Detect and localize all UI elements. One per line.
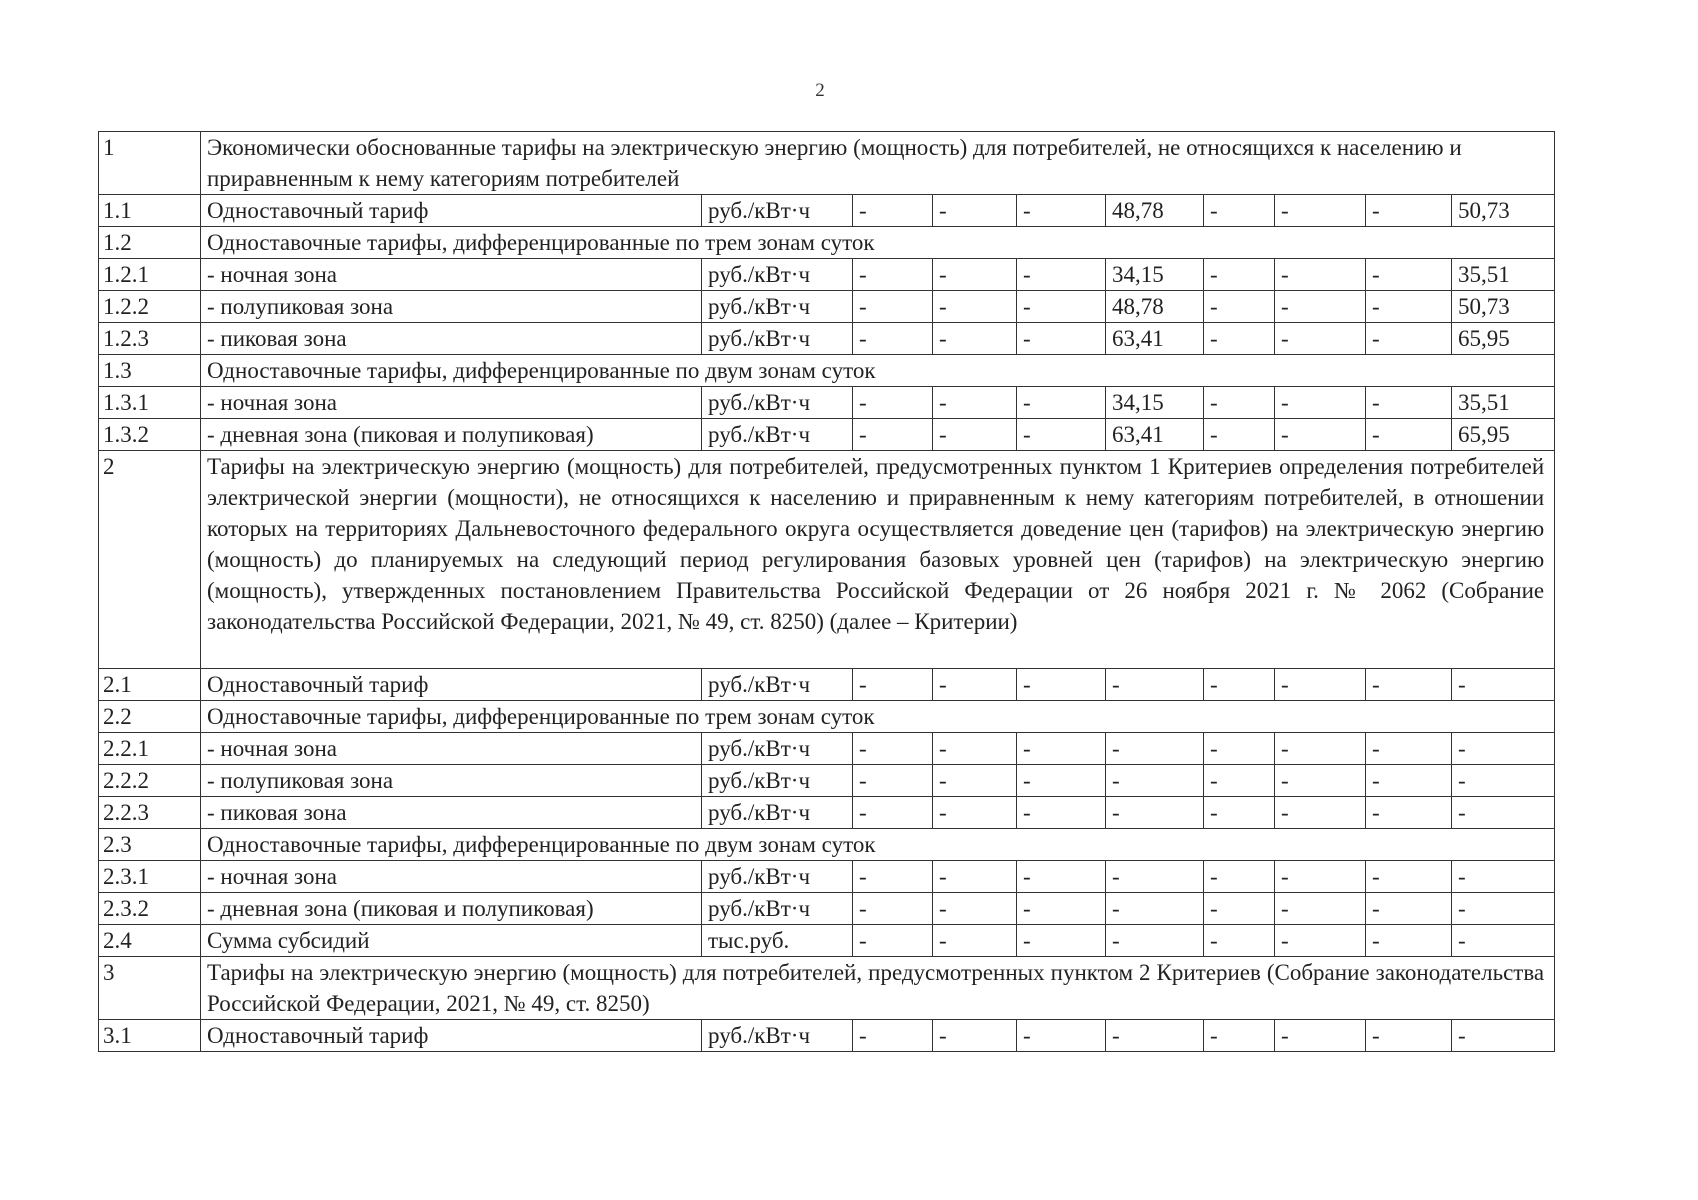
row-unit: руб./кВт·ч [702, 291, 853, 323]
value-cell: - [1106, 797, 1204, 829]
row-code: 2.4 [99, 925, 201, 957]
value-cell: - [1017, 419, 1106, 451]
row-heading: Одноставочные тарифы, дифференцированные по двум зонам суток [201, 355, 1555, 387]
value-cell: 35,51 [1452, 259, 1555, 291]
table-row [99, 797, 1555, 829]
table-row [99, 387, 1555, 419]
value-cell: - [1366, 419, 1452, 451]
value-cell: - [933, 387, 1017, 419]
value-cell: - [853, 861, 933, 893]
value-cell: 63,41 [1106, 419, 1204, 451]
row-unit: руб./кВт·ч [702, 419, 853, 451]
row-code: 2.1 [99, 669, 201, 701]
value-cell: - [1204, 291, 1275, 323]
row-heading: Одноставочные тарифы, дифференцированные по двум зонам суток [201, 829, 1555, 861]
row-code: 1.3.1 [99, 387, 201, 419]
row-name: Сумма субсидий [201, 925, 702, 957]
value-cell: - [1204, 733, 1275, 765]
row-unit: руб./кВт·ч [702, 669, 853, 701]
value-cell: 50,73 [1452, 291, 1555, 323]
value-cell: - [1452, 733, 1555, 765]
value-cell: - [1204, 925, 1275, 957]
value-cell: - [1106, 893, 1204, 925]
page-number: 2 [815, 80, 825, 101]
value-cell: - [1275, 925, 1366, 957]
value-cell: - [1275, 387, 1366, 419]
row-unit: тыс.руб. [702, 925, 853, 957]
value-cell: - [1204, 893, 1275, 925]
row-code: 2.2 [99, 701, 201, 733]
value-cell: - [853, 1020, 933, 1052]
table-row [99, 733, 1555, 765]
row-code: 1.2.1 [99, 259, 201, 291]
row-code: 2 [99, 451, 201, 669]
row-name: - дневная зона (пиковая и полупиковая) [201, 419, 702, 451]
value-cell: - [1017, 765, 1106, 797]
row-name: - дневная зона (пиковая и полупиковая) [201, 893, 702, 925]
row-name: - ночная зона [201, 861, 702, 893]
value-cell: - [933, 323, 1017, 355]
value-cell: - [933, 893, 1017, 925]
value-cell: 35,51 [1452, 387, 1555, 419]
section-row [99, 957, 1555, 1020]
value-cell: - [933, 259, 1017, 291]
value-cell: - [1366, 925, 1452, 957]
value-cell: - [1204, 765, 1275, 797]
value-cell: - [1275, 861, 1366, 893]
row-code: 3.1 [99, 1020, 201, 1052]
value-cell: - [853, 291, 933, 323]
section-row [99, 132, 1555, 195]
value-cell: - [1275, 291, 1366, 323]
row-name: - ночная зона [201, 259, 702, 291]
row-code: 1.3.2 [99, 419, 201, 451]
value-cell: - [1366, 861, 1452, 893]
value-cell: - [1017, 259, 1106, 291]
value-cell: - [1106, 669, 1204, 701]
value-cell: - [1275, 765, 1366, 797]
table-row [99, 291, 1555, 323]
table-row [99, 323, 1555, 355]
table-row [99, 925, 1555, 957]
row-unit: руб./кВт·ч [702, 387, 853, 419]
row-name: - пиковая зона [201, 797, 702, 829]
section-title: Экономически обоснованные тарифы на электрическую энергию (мощность) для потребителей, не относящихся к населению и приравненным к нему категориям потребителей [201, 132, 1555, 195]
subheading-row [99, 355, 1555, 387]
value-cell: - [1017, 669, 1106, 701]
value-cell: - [933, 733, 1017, 765]
value-cell: - [1275, 893, 1366, 925]
value-cell: - [1366, 291, 1452, 323]
value-cell: 63,41 [1106, 323, 1204, 355]
value-cell: - [933, 765, 1017, 797]
value-cell: - [933, 195, 1017, 227]
row-code: 1 [99, 132, 201, 195]
value-cell: - [853, 797, 933, 829]
value-cell: - [1452, 925, 1555, 957]
row-code: 1.2 [99, 227, 201, 259]
value-cell: - [1204, 419, 1275, 451]
row-heading: Одноставочные тарифы, дифференцированные по трем зонам суток [201, 227, 1555, 259]
value-cell: - [1366, 893, 1452, 925]
value-cell: - [1275, 259, 1366, 291]
value-cell: - [933, 925, 1017, 957]
value-cell: - [1017, 861, 1106, 893]
value-cell: - [1106, 765, 1204, 797]
value-cell: - [1017, 797, 1106, 829]
row-unit: руб./кВт·ч [702, 861, 853, 893]
row-code: 2.2.1 [99, 733, 201, 765]
row-unit: руб./кВт·ч [702, 1020, 853, 1052]
row-name: Одноставочный тариф [201, 669, 702, 701]
value-cell: - [1017, 893, 1106, 925]
value-cell: - [933, 669, 1017, 701]
row-code: 1.2.2 [99, 291, 201, 323]
value-cell: - [1106, 1020, 1204, 1052]
value-cell: 34,15 [1106, 259, 1204, 291]
value-cell: - [1275, 1020, 1366, 1052]
row-code: 2.3.1 [99, 861, 201, 893]
value-cell: - [1106, 733, 1204, 765]
value-cell: - [853, 419, 933, 451]
value-cell: 65,95 [1452, 323, 1555, 355]
value-cell: - [1017, 195, 1106, 227]
value-cell: - [933, 1020, 1017, 1052]
value-cell: - [1275, 797, 1366, 829]
value-cell: - [1017, 733, 1106, 765]
subheading-row [99, 227, 1555, 259]
value-cell: - [1204, 387, 1275, 419]
row-code: 2.2.3 [99, 797, 201, 829]
value-cell: - [933, 797, 1017, 829]
value-cell: - [1017, 387, 1106, 419]
value-cell: - [1366, 259, 1452, 291]
row-unit: руб./кВт·ч [702, 797, 853, 829]
value-cell: - [853, 765, 933, 797]
row-name: - ночная зона [201, 387, 702, 419]
row-code: 2.3.2 [99, 893, 201, 925]
value-cell: - [1452, 797, 1555, 829]
section-row [99, 451, 1555, 669]
row-name: Одноставочный тариф [201, 195, 702, 227]
value-cell: - [853, 323, 933, 355]
value-cell: - [1017, 291, 1106, 323]
row-unit: руб./кВт·ч [702, 733, 853, 765]
value-cell: - [1366, 669, 1452, 701]
row-code: 1.2.3 [99, 323, 201, 355]
table-row [99, 669, 1555, 701]
value-cell: - [1204, 323, 1275, 355]
value-cell: - [1204, 259, 1275, 291]
value-cell: - [853, 669, 933, 701]
value-cell: - [1366, 387, 1452, 419]
value-cell: - [1204, 1020, 1275, 1052]
value-cell: - [1366, 797, 1452, 829]
row-name: - пиковая зона [201, 323, 702, 355]
value-cell: - [933, 861, 1017, 893]
row-unit: руб./кВт·ч [702, 893, 853, 925]
row-unit: руб./кВт·ч [702, 323, 853, 355]
subheading-row [99, 829, 1555, 861]
value-cell: - [853, 733, 933, 765]
row-code: 1.3 [99, 355, 201, 387]
value-cell: - [1106, 861, 1204, 893]
row-name: Одноставочный тариф [201, 1020, 702, 1052]
value-cell: - [853, 195, 933, 227]
value-cell: - [1275, 733, 1366, 765]
section-title: Тарифы на электрическую энергию (мощность) для потребителей, предусмотренных пунктом 2 Критериев (Собрание законодательства Российской Федерации, 2021, № 49, ст. 8250) [201, 957, 1555, 1020]
value-cell: - [1106, 925, 1204, 957]
row-code: 2.2.2 [99, 765, 201, 797]
row-name: - полупиковая зона [201, 765, 702, 797]
value-cell: - [1366, 765, 1452, 797]
value-cell: - [1204, 861, 1275, 893]
value-cell: - [1452, 893, 1555, 925]
value-cell: - [1275, 195, 1366, 227]
table-row [99, 893, 1555, 925]
row-unit: руб./кВт·ч [702, 259, 853, 291]
value-cell: - [1452, 765, 1555, 797]
value-cell: - [1452, 861, 1555, 893]
value-cell: - [1017, 1020, 1106, 1052]
table-row [99, 195, 1555, 227]
value-cell: - [1204, 669, 1275, 701]
row-code: 3 [99, 957, 201, 1020]
row-name: - ночная зона [201, 733, 702, 765]
tariff-table [98, 131, 1555, 1052]
table-row [99, 259, 1555, 291]
value-cell: - [1275, 419, 1366, 451]
value-cell: - [853, 259, 933, 291]
row-code: 2.3 [99, 829, 201, 861]
value-cell: - [1366, 195, 1452, 227]
value-cell: - [933, 291, 1017, 323]
value-cell: 48,78 [1106, 291, 1204, 323]
value-cell: - [853, 925, 933, 957]
value-cell: - [1366, 323, 1452, 355]
value-cell: - [1204, 195, 1275, 227]
value-cell: 50,73 [1452, 195, 1555, 227]
value-cell: - [1275, 669, 1366, 701]
table-row [99, 765, 1555, 797]
value-cell: 48,78 [1106, 195, 1204, 227]
value-cell: - [933, 419, 1017, 451]
value-cell: - [853, 387, 933, 419]
value-cell: 65,95 [1452, 419, 1555, 451]
table-row [99, 419, 1555, 451]
row-unit: руб./кВт·ч [702, 765, 853, 797]
row-heading: Одноставочные тарифы, дифференцированные по трем зонам суток [201, 701, 1555, 733]
value-cell: - [1017, 323, 1106, 355]
section-title: Тарифы на электрическую энергию (мощность) для потребителей, предусмотренных пунктом 1 Критериев определения потребителей электрической энергии (мощности), не относящихся к населению и приравненным к нему категориям потребителей, в отношении которых на территориях Дальневосточного федерального округа осуществляется доведение цен (тарифов) на электрическую энергию (мощность) до планируемых на следующий период регулирования базовых уровней цен (тарифов) на электрическую энергию (мощность), утвержденных постановлением Правительства Российской Федерации от 26 ноября 2021 г. № 2062 (Собрание законодательства Российской Федерации, 2021, № 49, ст. 8250) (далее – Критерии) [201, 451, 1555, 669]
value-cell: - [1204, 797, 1275, 829]
value-cell: - [1017, 925, 1106, 957]
value-cell: - [1366, 1020, 1452, 1052]
value-cell: - [853, 893, 933, 925]
value-cell: 34,15 [1106, 387, 1204, 419]
table-row [99, 861, 1555, 893]
value-cell: - [1275, 323, 1366, 355]
row-code: 1.1 [99, 195, 201, 227]
table-body [99, 132, 1555, 1052]
value-cell: - [1366, 733, 1452, 765]
table-row [99, 1020, 1555, 1052]
row-unit: руб./кВт·ч [702, 195, 853, 227]
value-cell: - [1452, 669, 1555, 701]
subheading-row [99, 701, 1555, 733]
row-name: - полупиковая зона [201, 291, 702, 323]
value-cell: - [1452, 1020, 1555, 1052]
